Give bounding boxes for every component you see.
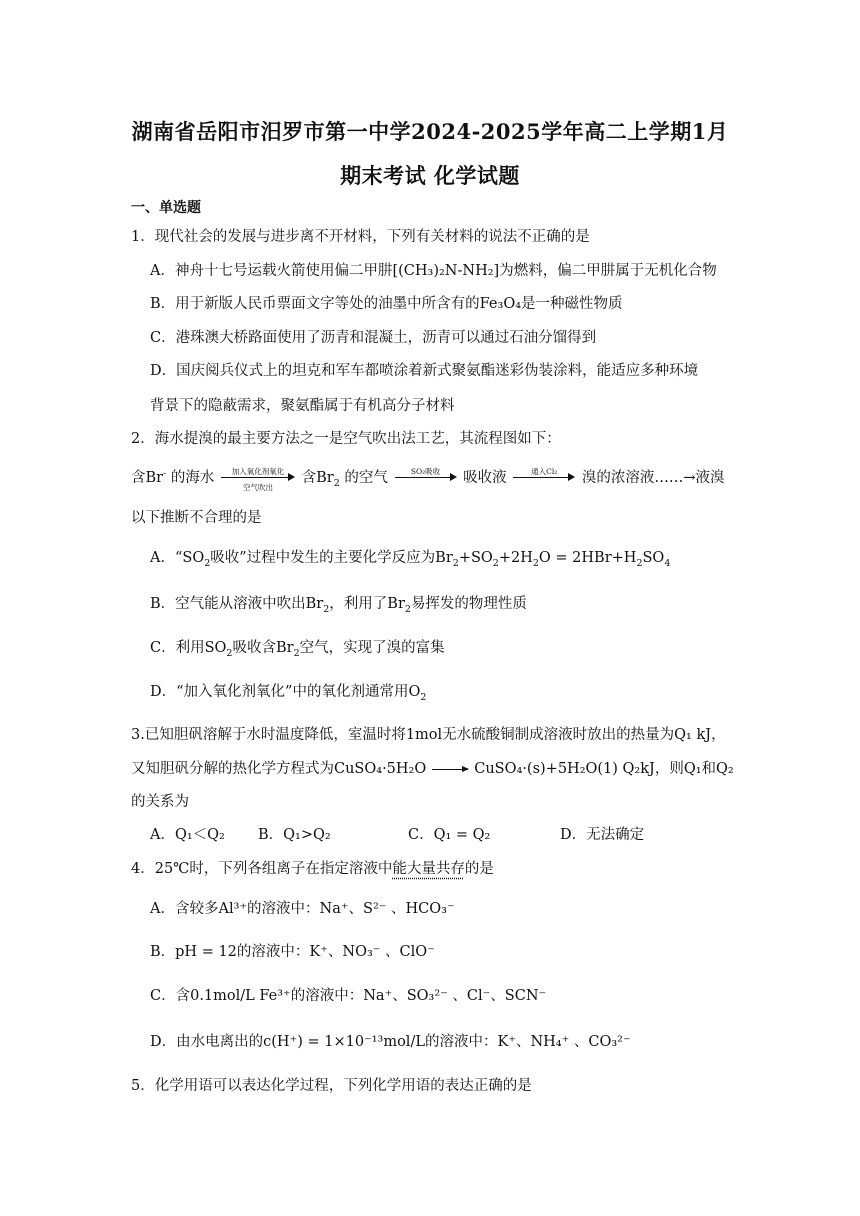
q3-option-b: B．Q₁>Q₂ bbox=[258, 827, 331, 843]
q3-line3: 的关系为 bbox=[131, 794, 189, 810]
arrow2-label-top: SO₂吸收 bbox=[410, 467, 441, 476]
q4-option-c: C．含0.1mol/L Fe³⁺的溶液中：Na⁺、SO₃²⁻ 、Cl⁻、SCN⁻ bbox=[150, 988, 547, 1004]
flow-air-tail: 的空气 bbox=[344, 470, 388, 486]
q3-line1: 3.已知胆矾溶解于水时温度降低，室温时将1mol无水硫酸铜制成溶液时放出的热量为Q₁ kJ， bbox=[131, 727, 726, 743]
page-title-line1: 湖南省岳阳市汨罗市第一中学2024-2025学年高二上学期1月 bbox=[131, 119, 729, 144]
flow-start: 含Br bbox=[131, 470, 164, 486]
q1-option-c: C．港珠澳大桥路面使用了沥青和混凝土，沥青可以通过石油分馏得到 bbox=[150, 330, 597, 346]
arrow1-label-bottom: 空气吹出 bbox=[243, 483, 274, 492]
q2-option-c: C．利用$SO_2$吸收含$Br_2$空气，实现了溴的富集 bbox=[150, 640, 445, 659]
reaction-arrow bbox=[432, 769, 468, 770]
q2-option-b: B．空气能从溶液中吹出$Br_2$，利用了$Br_2$易挥发的物理性质 bbox=[150, 596, 527, 615]
q1-option-d: D．国庆阅兵仪式上的坦克和军车都喷涂着新式聚氨酯迷彩伪装涂料，能适应多种环境 bbox=[150, 363, 699, 379]
q2-option-a: A．“$SO_2$吸收”过程中发生的主要化学反应为$Br_2+SO_2+2H_2O = 2HBr+H_2SO_4$ bbox=[150, 550, 671, 569]
flow-seawater: 的海水 bbox=[170, 470, 215, 486]
q4-stem: 4．25℃时，下列各组离子在指定溶液中能大量共存的是 bbox=[131, 861, 494, 877]
charge-sup: - bbox=[163, 468, 167, 480]
q1-option-a: A．神舟十七号运载火箭使用偏二甲肼[(CH₃)₂N-NH₂]为燃料，偏二甲肼属于无机化合物 bbox=[150, 263, 717, 279]
q2-stem: 2．海水提溴的最主要方法之一是空气吹出法工艺，其流程图如下： bbox=[131, 431, 561, 447]
q2-flow: 含Br- 的海水 加入氧化剂氧化 空气吹出 含$Br_2$ 的空气 SO₂吸收 吸收液 通入Cl₂ 溴的浓溶液……→液溴 bbox=[131, 467, 725, 492]
flow-arrow-3 bbox=[513, 467, 575, 486]
q3-option-c: C．Q₁ = Q₂ bbox=[408, 827, 491, 843]
flow-absorb: 吸收液 bbox=[463, 470, 507, 486]
section-heading: 一、单选题 bbox=[131, 200, 201, 216]
arrow3-label-top: 通入Cl₂ bbox=[531, 467, 558, 476]
q3-option-d: D．无法确定 bbox=[560, 827, 645, 843]
q1-option-d-cont: 背景下的隐蔽需求，聚氨酯属于有机高分子材料 bbox=[150, 398, 455, 414]
flow-end: 溴的浓溶液……→液溴 bbox=[581, 470, 725, 486]
q3-option-a: A．Q₁＜Q₂ bbox=[150, 827, 225, 843]
flow-arrow-1 bbox=[221, 467, 295, 492]
q1-option-b: B．用于新版人民币票面文字等处的油墨中所含有的Fe₃O₄是一种磁性物质 bbox=[150, 296, 623, 312]
flow-air: 含Br bbox=[301, 470, 334, 486]
q1-stem: 1．现代社会的发展与进步离不开材料，下列有关材料的说法不正确的是 bbox=[131, 229, 590, 245]
q2-ask: 以下推断不合理的是 bbox=[131, 510, 262, 526]
q4-option-b: B．pH = 12的溶液中：K⁺、NO₃⁻ 、ClO⁻ bbox=[150, 944, 435, 960]
q3-line2: 又知胆矾分解的热化学方程式为CuSO₄·5H₂O CuSO₄·(s)+5H₂O(1) Q₂kJ，则Q₁和Q₂ bbox=[131, 761, 734, 777]
q3-options bbox=[150, 823, 644, 844]
q2-option-d: D．“加入氧化剂氧化”中的氧化剂通常用$O_2$ bbox=[150, 684, 427, 703]
page-title-line2: 期末考试 化学试题 bbox=[340, 163, 520, 188]
q5-stem: 5．化学用语可以表达化学过程，下列化学用语的表达正确的是 bbox=[131, 1078, 532, 1094]
q4-option-a: A．含较多Al³⁺的溶液中：Na⁺、S²⁻ 、HCO₃⁻ bbox=[150, 901, 455, 917]
q4-option-d: D．由水电离出的c(H⁺) = 1×10⁻¹³mol/L的溶液中：K⁺、NH₄⁺ 、CO₃²⁻ bbox=[150, 1034, 631, 1050]
flow-arrow-2 bbox=[395, 467, 457, 486]
arrow1-label-top: 加入氧化剂氧化 bbox=[231, 467, 285, 476]
q4-emphasis: 能大量共存 bbox=[392, 861, 465, 877]
